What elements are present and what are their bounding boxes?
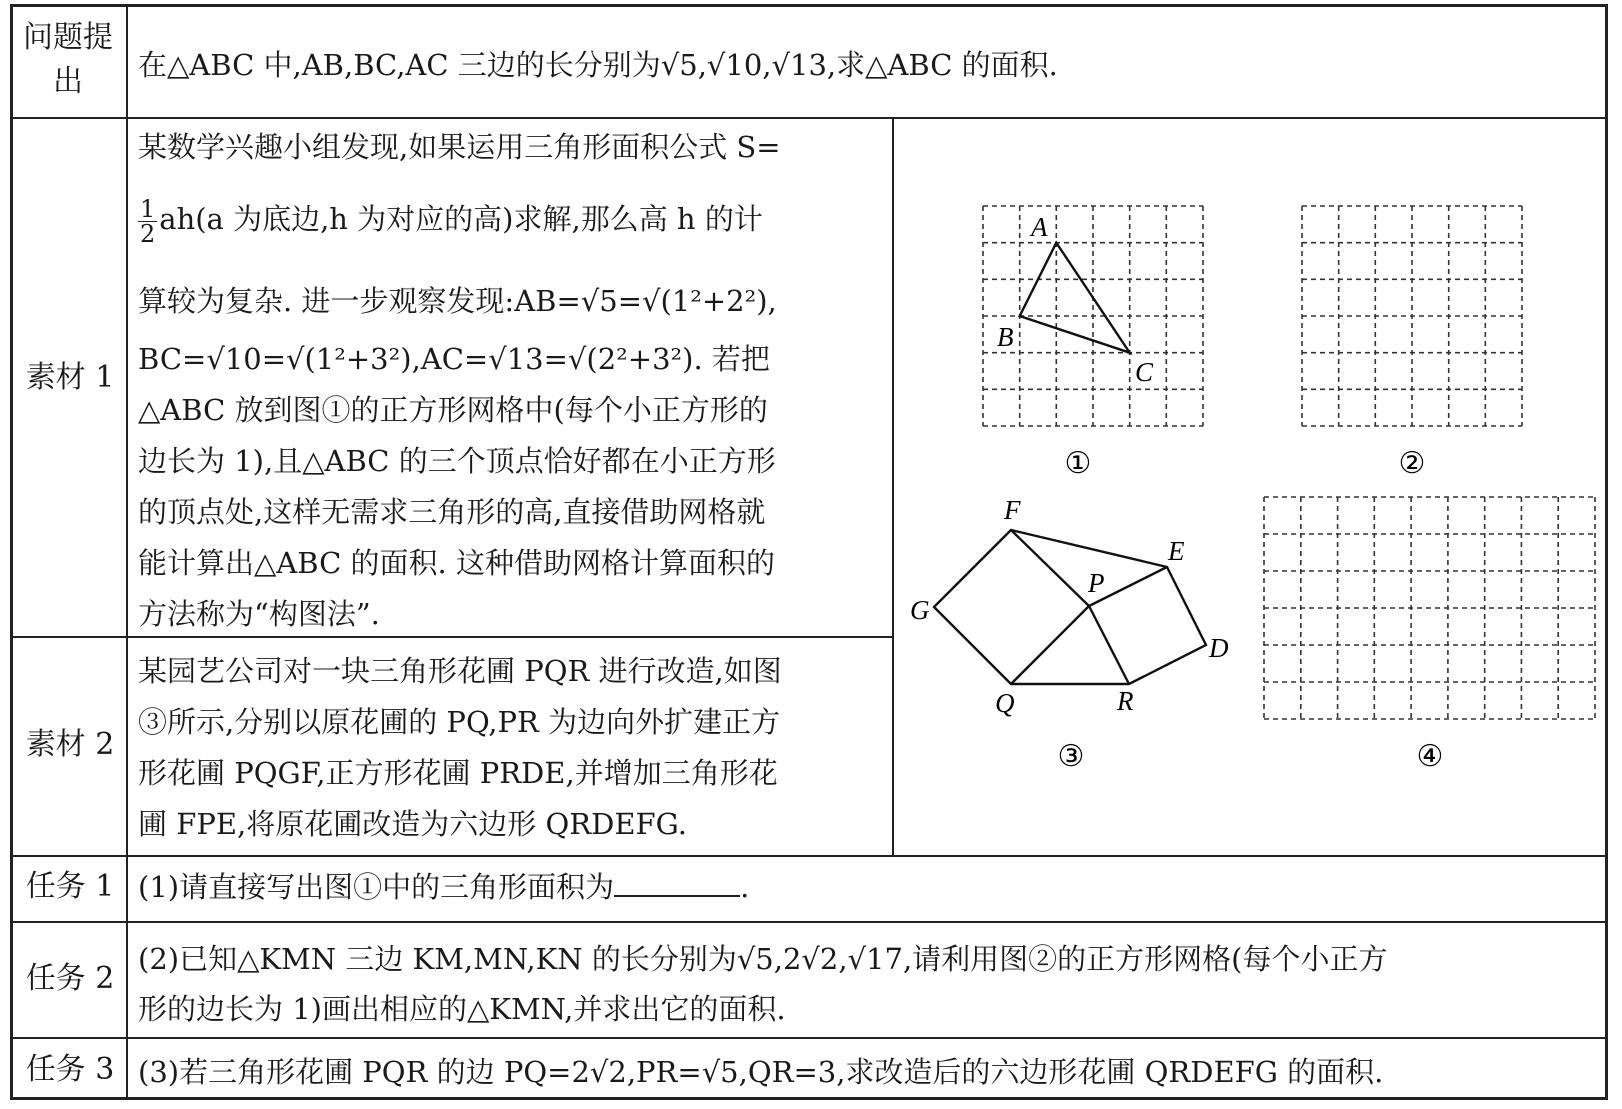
material1-line: 的顶点处,这样无需求三角形的高,直接借助网格就 [138,495,766,529]
material1-label: 素材 1 [25,360,115,395]
label-r: R [1117,686,1134,716]
label-p: P [1088,568,1105,598]
task2-line: 形的边长为 1)画出相应的△KMN,并求出它的面积. [138,992,786,1026]
label-a: A [1031,212,1048,242]
material1-line: 算较为复杂. 进一步观察发现:AB=√5=√(1²+2²), [138,284,777,318]
material1-line-fraction [138,194,763,246]
one-half-fraction: $\frac{1}{2}$ [140,194,156,248]
grid-figure-4 [1264,497,1595,719]
task3-text: (3)若三角形花圃 PQR 的边 PQ=2√2,PR=√5,QR=3,求改造后的六边形花圃 QRDEFG 的面积. [138,1055,1384,1089]
task1-prompt: (1)请直接写出图①中的三角形面积为 [138,870,615,904]
material1-line: 某数学兴趣小组发现,如果运用三角形面积公式 S= [138,130,781,164]
task2-label: 任务 2 [25,961,115,996]
material1-line: △ABC 放到图①的正方形网格中(每个小正方形的 [138,393,768,427]
label-d: D [1209,633,1229,663]
task1-text [138,862,749,913]
figures-panel [894,119,1606,853]
caption-2: ② [1398,447,1426,480]
label-g: G [910,595,930,625]
material1-line: 边长为 1),且△ABC 的三个顶点恰好都在小正方形 [138,444,776,478]
material2-line: ③所示,分别以原花圃的 PQ,PR 为边向外扩建正方 [138,705,781,739]
grid-figure-2 [1302,206,1522,426]
label-f: F [1004,495,1021,525]
grid-figure-1 [983,206,1203,426]
task2-line: (2)已知△KMN 三边 KM,MN,KN 的长分别为√5,2√2,√17,请利用图②的正方形网格(每个小正方 [138,942,1388,976]
hexagon-figure-3 [934,530,1206,684]
triangle-abc [1020,243,1130,353]
row-divider [10,855,1608,857]
task3-label: 任务 3 [25,1052,115,1087]
answer-blank[interactable] [614,865,740,897]
label-c: C [1135,357,1154,387]
column-divider [126,4,128,1100]
question-label: 问题提出 [23,20,113,99]
caption-4: ④ [1416,740,1444,773]
caption-3: ③ [1057,740,1085,773]
caption-1: ① [1064,447,1092,480]
material1-line: ah(a 为底边,h 为对应的高)求解,那么高 h 的计 [159,202,763,236]
label-b: B [997,322,1014,352]
row-divider [10,1037,1608,1039]
label-e: E [1168,536,1185,566]
task1-period: . [740,870,750,904]
material1-line: 方法称为“构图法”. [138,597,380,631]
question-text: 在△ABC 中,AB,BC,AC 三边的长分别为√5,√10,√13,求△ABC 的面积. [138,48,1058,82]
row-divider [10,921,1608,923]
material1-line: BC=√10=√(1²+3²),AC=√13=√(2²+3²). 若把 [138,342,770,376]
material2-line: 圃 FPE,将原花圃改造为六边形 QRDEFG. [138,807,687,841]
material2-line: 形花圃 PQGF,正方形花圃 PRDE,并增加三角形花 [138,756,778,790]
task1-label: 任务 1 [25,869,115,904]
label-q: Q [995,688,1015,718]
material2-label: 素材 2 [25,727,115,762]
material2-line: 某园艺公司对一块三角形花圃 PQR 进行改造,如图 [138,654,782,688]
material1-line: 能计算出△ABC 的面积. 这种借助网格计算面积的 [138,546,775,580]
